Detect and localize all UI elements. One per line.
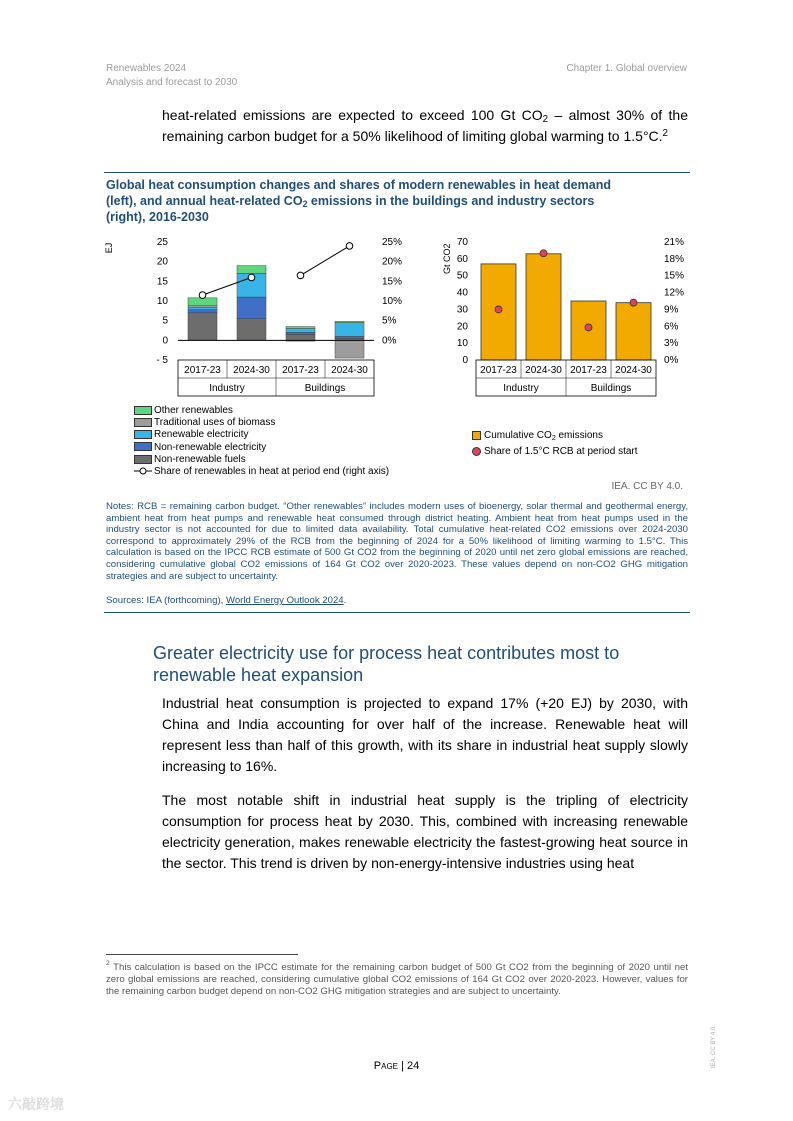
right-y2-tick: 0% (664, 355, 679, 366)
right-bar (616, 303, 651, 360)
left-y-tick: 20 (156, 256, 168, 268)
left-bar-segment (188, 310, 217, 313)
right-y2-tick: 12% (664, 287, 685, 299)
left-bar-segment (286, 327, 315, 329)
right-y2-tick: 9% (664, 304, 679, 316)
left-y-axis-label: EJ (104, 242, 114, 254)
figure-credit: IEA. CC BY 4.0. (611, 481, 683, 492)
left-bar-segment (237, 319, 266, 341)
left-bar-segment (335, 340, 364, 358)
legend-nonrenewable-fuels: Non-renewable fuels (134, 454, 389, 466)
watermark: 六敲跨境 (8, 1096, 64, 1112)
figure-bottom-rule (104, 612, 690, 613)
intro-paragraph: heat-related emissions are expected to exceed 100 Gt $CO_2$ – almost 30% of the remaining carbon budget for a 50% likelihood of limiting global warming to 1.5°C.$^2$ (162, 107, 688, 144)
figure-sources: Sources: IEA (forthcoming), World Energy Outlook 2024. (106, 595, 347, 606)
right-category-label: 2017-23 (570, 365, 607, 376)
report-title: Renewables 2024 (106, 63, 187, 74)
intro-line2: remaining carbon budget for a 50% likelihood of limiting global warming to 1.5°C. (162, 128, 663, 144)
right-rcb-marker (585, 324, 592, 331)
weo-2024-link[interactable]: World Energy Outlook 2024 (225, 595, 344, 606)
left-legend (134, 405, 389, 478)
right-y2-tick: 6% (664, 321, 679, 333)
right-legend (472, 428, 638, 460)
left-y-tick: 5 (162, 315, 168, 327)
left-share-point (297, 272, 304, 279)
left-y-tick: 15 (156, 276, 168, 288)
left-y2-tick: 25% (382, 237, 403, 248)
left-bar-segment (286, 332, 315, 334)
left-category-label: 2024-30 (331, 365, 368, 376)
figure-title: Global heat consumption changes and shares of modern renewables in heat demand (left), and annual heat-related $CO_2$ emissions in the buildings and industry sectors (right), 2016-2030 (106, 177, 690, 225)
left-y2-tick: 15% (382, 276, 403, 288)
legend-renewable-electricity: Renewable electricity (134, 429, 389, 441)
figure-notes: Notes: RCB = remaining carbon budget. “Other renewables” includes modern uses of bioenergy, solar thermal and geothermal energy, ambient heat from heat pumps and renewable heat consumed through district heating. Ambient heat from heat pumps used in the industry sector is not accounted for due to limited data availability. Total cumulative heat-related CO2 emissions over 2024-2030 correspond to approximately 29% of the RCB from the beginning of 2024 for a 50% likelihood of limiting warming to 1.5°C. This calculation is based on the IPCC RCB estimate of 500 Gt CO2 from the beginning of 2020 until net zero global emissions are reached, considering cumulative global CO2 emissions of 164 Gt CO2 over 2020-2023. These values depend on non-CO2 GHG mitigation strategies and are subject to uncertainty. (106, 501, 688, 582)
right-group-label: Industry (503, 383, 539, 394)
left-bar-segment (237, 297, 266, 319)
line-marker-icon (134, 467, 152, 475)
right-rcb-marker (540, 250, 547, 257)
left-group-label: Buildings (304, 383, 346, 394)
footnote-ref[interactable]: 2 (662, 128, 668, 139)
section-title: Greater electricity use for process heat contributes most to renewable heat expansion (153, 643, 620, 685)
right-y-tick: 70 (456, 237, 468, 248)
left-share-point (346, 243, 353, 250)
right-category-label: 2017-23 (480, 365, 517, 376)
section-paragraph-1: Industrial heat consumption is projected to expand 17% (+20 EJ) by 2030, with China and India accounting for over half of the increase. Renewable heat will represent less than half of this growth, with its share in industrial heat supply slowly increasing to 16%. (162, 695, 688, 774)
right-category-label: 2024-30 (615, 365, 652, 376)
right-chart (430, 230, 692, 402)
left-category-label: 2017-23 (282, 365, 319, 376)
legend-nonrenewable-electricity: Non-renewable electricity (134, 442, 389, 454)
left-y2-tick: 20% (382, 256, 403, 268)
legend-other-renewables: Other renewables (134, 405, 389, 417)
side-credit: IEA. CC BY 4.0. (711, 1025, 717, 1068)
right-rcb-marker (495, 306, 502, 313)
figure-title-line1: Global heat consumption changes and shares of modern renewables in heat demand (106, 178, 611, 192)
left-group-label: Industry (209, 383, 245, 394)
report-subtitle: Analysis and forecast to 2030 (106, 77, 238, 88)
figure-top-rule (104, 172, 690, 173)
left-category-label: 2017-23 (184, 365, 221, 376)
right-bar (526, 254, 561, 360)
left-bar-segment (335, 336, 364, 338)
figure-title-line2b: emissions in the buildings and industry sectors (307, 194, 595, 208)
left-bar-segment (335, 323, 364, 337)
right-y-tick: 40 (456, 287, 468, 299)
right-category-label: 2024-30 (525, 365, 562, 376)
right-y-tick: 50 (456, 270, 468, 282)
left-category-label: 2024-30 (233, 365, 270, 376)
right-y-tick: 10 (456, 338, 468, 350)
left-chart (104, 230, 414, 402)
left-y-tick: 25 (156, 237, 168, 248)
left-bar-segment (237, 266, 266, 274)
right-y2-tick: 15% (664, 270, 685, 282)
figure-title-line3: (right), 2016-2030 (106, 210, 209, 224)
page-footer: Page | 24 (373, 1060, 420, 1072)
right-group-label: Buildings (590, 383, 632, 394)
right-y-axis-label: Gt CO2 (442, 243, 452, 274)
left-y-tick: 0 (162, 335, 168, 347)
left-y-tick: - 5 (156, 355, 168, 366)
legend-share-line: Share of renewables in heat at period end (right axis) (134, 466, 389, 478)
left-bar-segment (335, 321, 364, 322)
figure-title-line2a: (left), and annual heat-related CO (106, 194, 303, 208)
legend-cumulative-co2: Cumulative $CO_2$ emissions (472, 428, 638, 444)
right-y-tick: 20 (456, 321, 468, 333)
left-bar-segment (188, 306, 217, 308)
legend-traditional-biomass: Traditional uses of biomass (134, 417, 389, 429)
legend-rcb-share: Share of 1.5°C RCB at period start (472, 444, 638, 460)
left-share-line (301, 246, 350, 276)
left-y-tick: 10 (156, 296, 168, 307)
footnote-rule (106, 954, 298, 955)
left-y2-tick: 5% (382, 315, 397, 327)
left-bar-segment (188, 298, 217, 306)
right-y-tick: 0 (462, 355, 468, 366)
left-share-point (199, 292, 206, 299)
left-y2-tick: 10% (382, 296, 403, 307)
left-bar-segment (286, 334, 315, 340)
right-y-tick: 60 (456, 253, 468, 265)
left-bar-segment (286, 329, 315, 333)
left-share-point (248, 274, 255, 281)
right-y-tick: 30 (456, 304, 468, 316)
left-bar-segment (188, 313, 217, 341)
right-y2-tick: 3% (664, 338, 679, 350)
intro-line1: heat-related emissions are expected to exceed 100 Gt CO (162, 107, 543, 123)
footnote: $^2$ This calculation is based on the IPCC estimate for the remaining carbon budget of 500 Gt CO2 from the beginning of 2020 until net zero global emissions are reached, considering cumulative global CO2 emissions of 164 Gt CO2 over 2020-2023. However, values for the remaining carbon budget depend on non-CO2 GHG mitigation strategies and are subject to uncertainty. (106, 960, 688, 997)
intro-line1b: – almost 30% of the (548, 107, 688, 123)
right-y2-tick: 21% (664, 237, 685, 248)
chapter-title: Chapter 1. Global overview (566, 63, 687, 74)
left-bar-segment (188, 308, 217, 310)
right-y2-tick: 18% (664, 253, 685, 265)
section-paragraph-2: The most notable shift in industrial heat supply is the tripling of electricity consumption for process heat by 2030. This, combined with increasing renewable electricity generation, makes renewable electricity the fastest-growing heat source in the sector. This trend is driven by non-energy-intensive industries using heat (162, 792, 688, 871)
right-rcb-marker (630, 299, 637, 306)
page-number: 24 (406, 1060, 420, 1072)
left-y2-tick: 0% (382, 335, 397, 347)
